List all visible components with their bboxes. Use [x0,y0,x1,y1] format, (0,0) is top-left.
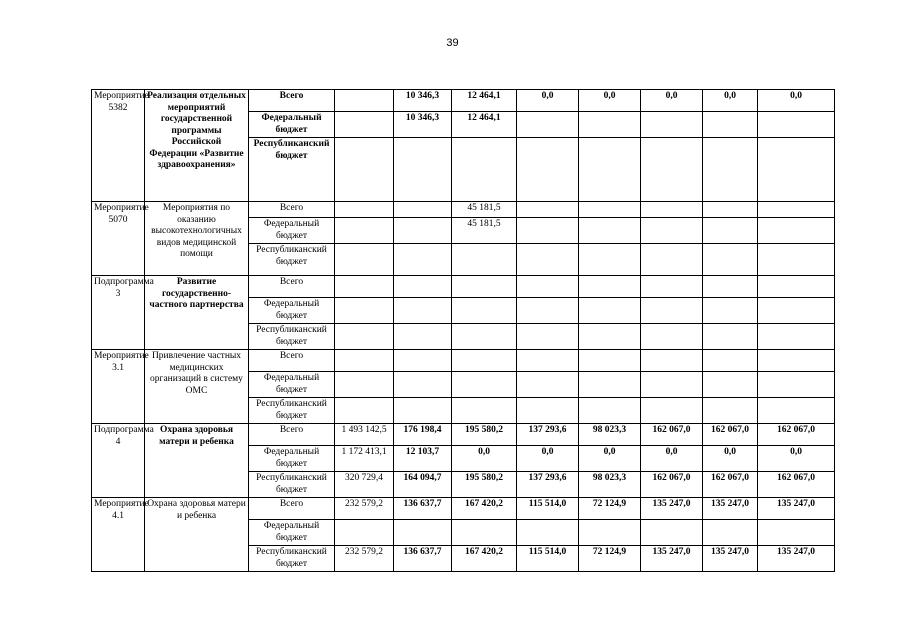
item-code: Мероприятие 4.1 [92,498,145,572]
amount-cell: 135 247,0 [703,546,758,572]
budget-table [91,89,835,572]
amount-cell [758,276,835,298]
amount-cell [335,218,394,244]
amount-cell [703,298,758,324]
amount-cell [641,298,703,324]
amount-cell: 195 580,2 [452,424,517,446]
amount-cell: 10 346,3 [394,90,452,112]
amount-cell [641,202,703,218]
item-code: Мероприятие 3.1 [92,350,145,424]
amount-cell: 162 067,0 [758,424,835,446]
amount-cell [579,350,641,372]
amount-cell: 0,0 [641,446,703,472]
amount-cell [394,202,452,218]
amount-cell [579,398,641,424]
item-name: Развитие государственно-частного партнерства [145,276,249,350]
amount-cell [641,324,703,350]
amount-cell [394,372,452,398]
amount-cell [641,372,703,398]
amount-cell [758,372,835,398]
amount-cell: 1 172 413,1 [335,446,394,472]
amount-cell: 12 103,7 [394,446,452,472]
funding-source: Республиканский бюджет [249,546,335,572]
amount-cell [517,298,579,324]
amount-cell [703,112,758,138]
item-code: Подпрограмма 4 [92,424,145,498]
funding-source: Федеральный бюджет [249,372,335,398]
amount-cell [758,112,835,138]
amount-cell: 176 198,4 [394,424,452,446]
amount-cell [394,138,452,202]
item-code: Подпрограмма 3 [92,276,145,350]
funding-source: Республиканский бюджет [249,138,335,202]
item-name: Реализация отдельных мероприятий государственной программы Российской Федерации «Развитие здравоохранения» [145,90,249,202]
amount-cell: 98 023,3 [579,424,641,446]
funding-source: Республиканский бюджет [249,472,335,498]
amount-cell [758,324,835,350]
amount-cell: 320 729,4 [335,472,394,498]
amount-cell [335,276,394,298]
funding-source: Федеральный бюджет [249,298,335,324]
amount-cell [517,520,579,546]
amount-cell [394,244,452,276]
amount-cell: 232 579,2 [335,498,394,520]
funding-source: Всего [249,350,335,372]
funding-source: Республиканский бюджет [249,398,335,424]
amount-cell [517,244,579,276]
amount-cell [703,398,758,424]
table-row [92,498,835,520]
amount-cell [517,324,579,350]
amount-cell [641,112,703,138]
amount-cell [335,398,394,424]
amount-cell: 0,0 [703,446,758,472]
amount-cell [579,324,641,350]
amount-cell [335,350,394,372]
amount-cell [394,298,452,324]
amount-cell: 162 067,0 [703,472,758,498]
amount-cell [703,138,758,202]
amount-cell [394,520,452,546]
amount-cell: 1 493 142,5 [335,424,394,446]
amount-cell [641,218,703,244]
amount-cell [579,372,641,398]
funding-source: Республиканский бюджет [249,324,335,350]
amount-cell: 162 067,0 [703,424,758,446]
amount-cell: 137 293,6 [517,472,579,498]
amount-cell: 0,0 [758,446,835,472]
table-row [92,90,835,112]
amount-cell: 135 247,0 [641,498,703,520]
amount-cell [579,520,641,546]
amount-cell [703,202,758,218]
amount-cell: 0,0 [703,90,758,112]
amount-cell: 0,0 [517,90,579,112]
table-row [92,424,835,446]
funding-source: Всего [249,202,335,218]
amount-cell [579,138,641,202]
amount-cell [758,244,835,276]
item-name: Охрана здоровья матери и ребенка [145,498,249,572]
amount-cell [579,112,641,138]
amount-cell: 167 420,2 [452,546,517,572]
amount-cell: 135 247,0 [641,546,703,572]
amount-cell [758,520,835,546]
amount-cell [517,202,579,218]
amount-cell: 162 067,0 [641,424,703,446]
amount-cell [703,218,758,244]
amount-cell [452,350,517,372]
amount-cell: 137 293,6 [517,424,579,446]
amount-cell [758,298,835,324]
table-row [92,202,835,218]
amount-cell [641,398,703,424]
amount-cell: 0,0 [579,446,641,472]
amount-cell: 115 514,0 [517,498,579,520]
item-name: Охрана здоровья матери и ребенка [145,424,249,498]
amount-cell [579,202,641,218]
funding-source: Федеральный бюджет [249,446,335,472]
item-code: Мероприятие 5070 [92,202,145,276]
amount-cell: 12 464,1 [452,90,517,112]
amount-cell: 10 346,3 [394,112,452,138]
amount-cell: 135 247,0 [758,498,835,520]
funding-source: Всего [249,498,335,520]
amount-cell [452,298,517,324]
amount-cell: 136 637,7 [394,498,452,520]
funding-source: Республиканский бюджет [249,244,335,276]
amount-cell [641,244,703,276]
item-name: Привлечение частных медицинских организаций в систему ОМС [145,350,249,424]
amount-cell [579,218,641,244]
amount-cell: 164 094,7 [394,472,452,498]
amount-cell [641,520,703,546]
amount-cell [394,276,452,298]
amount-cell [394,324,452,350]
amount-cell [758,138,835,202]
amount-cell: 12 464,1 [452,112,517,138]
amount-cell [335,244,394,276]
amount-cell [452,138,517,202]
amount-cell: 0,0 [641,90,703,112]
amount-cell [579,276,641,298]
amount-cell [703,372,758,398]
amount-cell [452,372,517,398]
amount-cell [641,138,703,202]
amount-cell [452,324,517,350]
amount-cell: 135 247,0 [703,498,758,520]
amount-cell: 45 181,5 [452,218,517,244]
amount-cell [335,112,394,138]
item-name: Мероприятия по оказанию высокотехнологичных видов медицинской помощи [145,202,249,276]
amount-cell [517,112,579,138]
funding-source: Всего [249,424,335,446]
funding-source: Всего [249,90,335,112]
funding-source: Федеральный бюджет [249,112,335,138]
amount-cell [335,520,394,546]
amount-cell [517,138,579,202]
amount-cell [758,218,835,244]
page-number: 39 [446,37,459,49]
amount-cell [517,276,579,298]
amount-cell [517,372,579,398]
amount-cell [335,298,394,324]
funding-source: Федеральный бюджет [249,520,335,546]
amount-cell [335,138,394,202]
amount-cell: 115 514,0 [517,546,579,572]
amount-cell: 195 580,2 [452,472,517,498]
funding-source: Федеральный бюджет [249,218,335,244]
amount-cell: 98 023,3 [579,472,641,498]
amount-cell: 162 067,0 [758,472,835,498]
amount-cell [452,398,517,424]
amount-cell [641,276,703,298]
amount-cell [579,298,641,324]
amount-cell [335,324,394,350]
amount-cell [517,218,579,244]
item-code: Мероприятие 5382 [92,90,145,202]
amount-cell [579,244,641,276]
amount-cell: 0,0 [452,446,517,472]
amount-cell: 0,0 [758,90,835,112]
amount-cell [758,350,835,372]
amount-cell [703,350,758,372]
amount-cell [703,276,758,298]
amount-cell [703,324,758,350]
amount-cell [758,398,835,424]
amount-cell [394,350,452,372]
amount-cell [641,350,703,372]
amount-cell [517,350,579,372]
amount-cell: 136 637,7 [394,546,452,572]
amount-cell: 167 420,2 [452,498,517,520]
amount-cell: 72 124,9 [579,546,641,572]
amount-cell: 45 181,5 [452,202,517,218]
amount-cell: 232 579,2 [335,546,394,572]
amount-cell [452,520,517,546]
amount-cell [517,398,579,424]
amount-cell: 162 067,0 [641,472,703,498]
amount-cell: 72 124,9 [579,498,641,520]
amount-cell [452,244,517,276]
amount-cell [394,218,452,244]
amount-cell: 135 247,0 [758,546,835,572]
amount-cell [335,372,394,398]
amount-cell: 0,0 [517,446,579,472]
funding-source: Всего [249,276,335,298]
amount-cell [703,520,758,546]
table-row [92,276,835,298]
table-row [92,350,835,372]
amount-cell [335,202,394,218]
amount-cell [394,398,452,424]
amount-cell: 0,0 [579,90,641,112]
amount-cell [703,244,758,276]
amount-cell [758,202,835,218]
amount-cell [452,276,517,298]
amount-cell [335,90,394,112]
